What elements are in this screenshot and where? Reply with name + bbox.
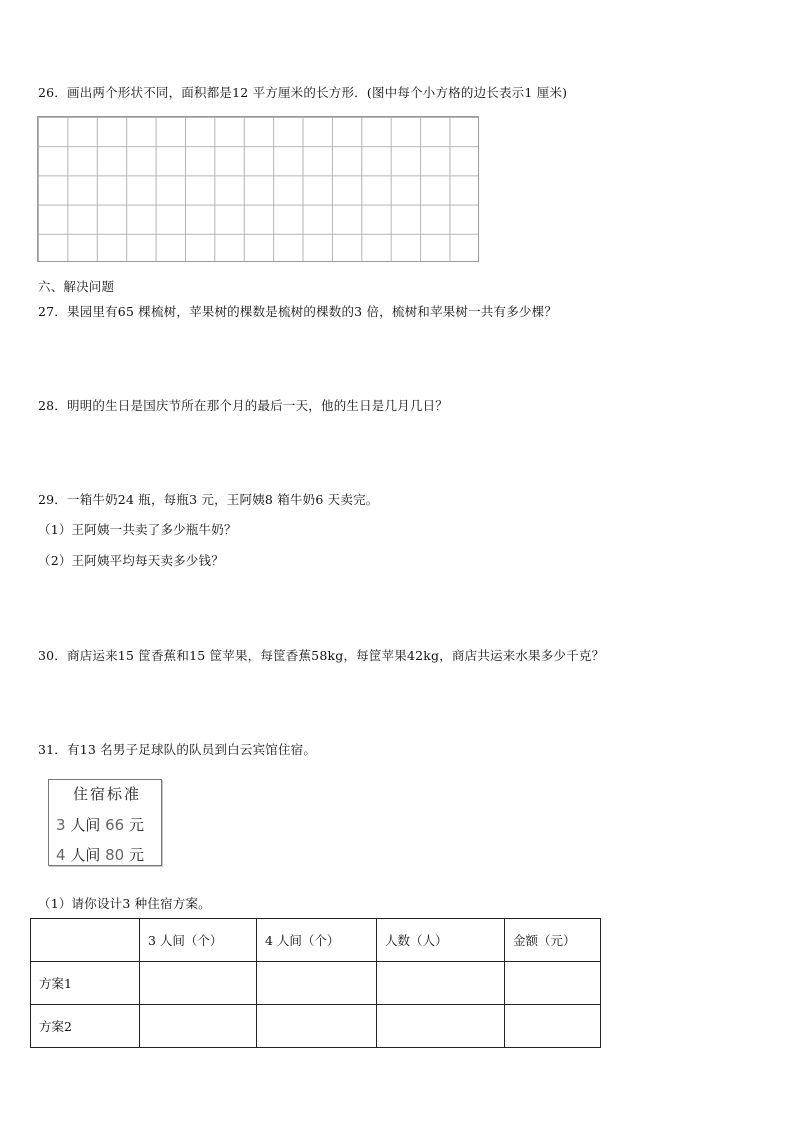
rate-3-price: 66 (105, 816, 125, 834)
lodging-title: 住宿标准 (73, 785, 142, 803)
table-cell (377, 1005, 505, 1048)
header-cell-empty (31, 919, 140, 962)
table-cell (505, 962, 601, 1005)
plan-table (30, 918, 601, 1048)
rate-3-size: 3 (56, 816, 66, 834)
table-cell (505, 1005, 601, 1048)
rate-4-unit: 元 (129, 846, 145, 864)
question-31-part-1: （1）请你设计3 种住宿方案。 (38, 896, 211, 911)
lodging-standard-box (48, 779, 162, 866)
section-heading: 六、解决问题 (38, 279, 115, 294)
table-cell (257, 1005, 377, 1048)
question-26: 26．画出两个形状不同，面积都是12 平方厘米的长方形．(图中每个小方格的边长表示1 厘米) (38, 85, 568, 100)
table-cell (140, 1005, 257, 1048)
question-27: 27．果园里有65 棵梳树，苹果树的棵数是梳树的棵数的3 倍，梳树和苹果树一共有多少棵？ (38, 304, 558, 319)
question-29-part-1: （1）王阿姨一共卖了多少瓶牛奶？ (38, 522, 237, 537)
question-30: 30．商店运来15 筐香蕉和15 筐苹果，每筐香蕉58kg，每筐苹果42kg，商店共运来水果多少千克？ (38, 648, 605, 663)
square-grid (37, 116, 479, 262)
rate-4-size: 4 (56, 846, 66, 864)
rate-4-room: 人间 (70, 846, 101, 864)
question-28: 28．明明的生日是国庆节所在那个月的最后一天，他的生日是几月几日？ (38, 398, 449, 413)
table-header-row (31, 919, 601, 962)
row-label: 方案2 (31, 1005, 140, 1048)
row-label: 方案1 (31, 962, 140, 1005)
lodging-rate-4 (56, 844, 144, 865)
rate-4-price: 80 (105, 846, 125, 864)
question-29-part-2: （2）王阿姨平均每天卖多少钱？ (38, 553, 224, 568)
header-cell-people: 人数（人） (377, 919, 505, 962)
question-31: 31．有13 名男子足球队的队员到白云宾馆住宿。 (38, 742, 317, 757)
table-cell (257, 962, 377, 1005)
rate-3-unit: 元 (129, 816, 145, 834)
lodging-rate-3 (56, 814, 144, 835)
table-cell (140, 962, 257, 1005)
header-cell-amount: 金额（元） (505, 919, 601, 962)
rate-3-room: 人间 (70, 816, 101, 834)
header-cell-3-room: 3 人间（个） (140, 919, 257, 962)
table-cell (377, 962, 505, 1005)
table-row (31, 1005, 601, 1048)
table-row (31, 962, 601, 1005)
question-29: 29．一箱牛奶24 瓶，每瓶3 元，王阿姨8 箱牛奶6 天卖完。 (38, 492, 379, 507)
header-cell-4-room: 4 人间（个） (257, 919, 377, 962)
